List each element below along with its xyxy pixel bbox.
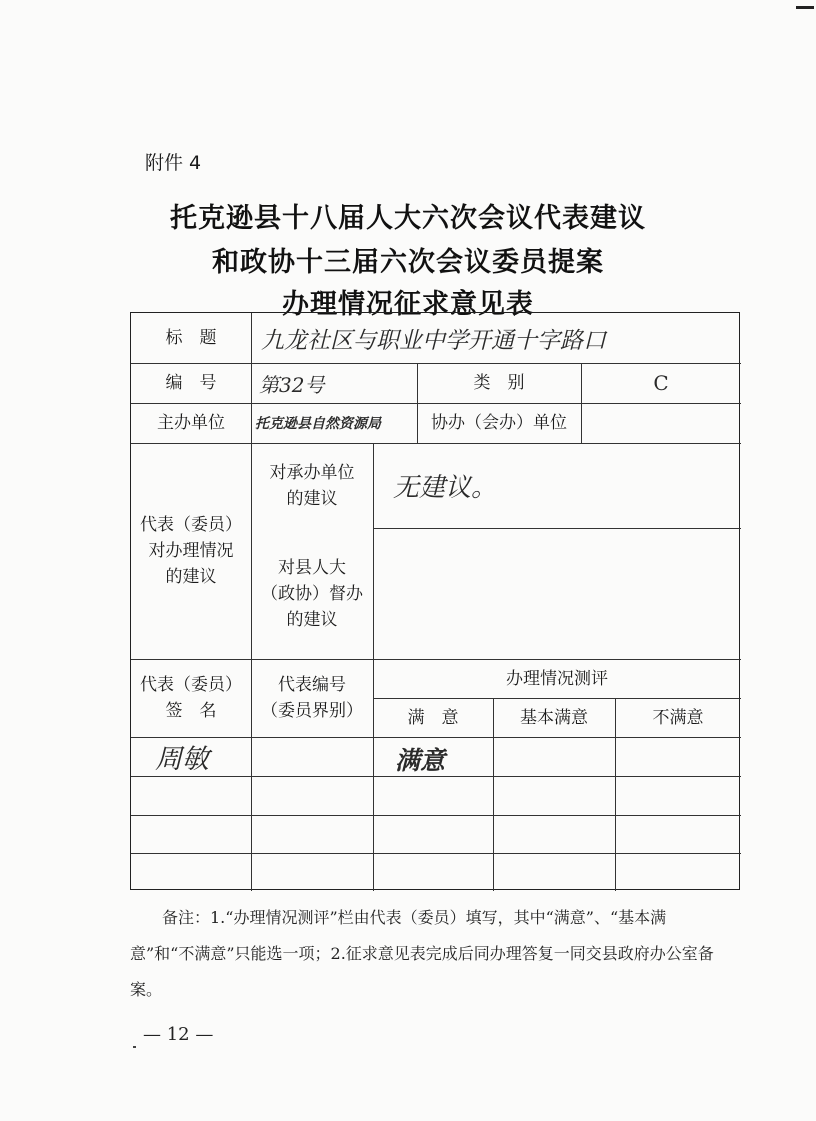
satisfied-label: 满 意 — [407, 707, 459, 728]
document-title-line-3: 办理情况征求意见表 — [282, 289, 534, 320]
document-title-line-1: 托克逊县十八届人大六次会议代表建议 — [170, 203, 646, 234]
signature-value: 周敏 — [155, 744, 209, 775]
number-value: 第32号 — [259, 372, 325, 397]
to-congress-label: 对县人大 （政协）督办 的建议 — [261, 557, 363, 630]
to-unit-label: 对承办单位 的建议 — [269, 462, 355, 509]
category-value: C — [653, 371, 669, 395]
page-dot — [133, 1046, 136, 1048]
unsatisfied-label: 不满意 — [652, 707, 704, 728]
remark-note: 备注：1.“办理情况测评”栏由代表（委员）填写，其中“满意”、“基本满意”和“不满意”只能选一项；2.征求意见表完成后同办理答复一同交县政府办公室备案。 — [130, 908, 714, 999]
category-label: 类 别 — [473, 373, 525, 393]
number-label: 编 号 — [165, 373, 217, 393]
title-value: 九龙社区与职业中学开通十字路口 — [261, 327, 606, 354]
opinion-form-table — [130, 312, 740, 890]
satisfied-mark: 满意 — [395, 745, 446, 775]
evaluation-label: 办理情况测评 — [506, 668, 608, 689]
signature-label: 代表（委员） 签 名 — [140, 675, 242, 721]
rep-number-label: 代表编号 （委员界别） — [261, 675, 363, 721]
attachment-label: 附件 4 — [145, 152, 202, 174]
host-unit-value: 托克逊县自然资源局 — [255, 416, 381, 432]
host-unit-label: 主办单位 — [157, 413, 225, 433]
rep-advice-label: 代表（委员） 对办理情况 的建议 — [140, 515, 242, 587]
assist-unit-label: 协办（会办）单位 — [431, 413, 567, 433]
page-number: — 12 — — [143, 1024, 214, 1045]
corner-mark — [796, 6, 814, 9]
to-unit-value: 无建议。 — [393, 473, 498, 503]
title-label: 标 题 — [165, 328, 217, 348]
document-title-line-2: 和政协十三届六次会议委员提案 — [212, 247, 604, 278]
basic-satisfied-label: 基本满意 — [520, 707, 588, 728]
